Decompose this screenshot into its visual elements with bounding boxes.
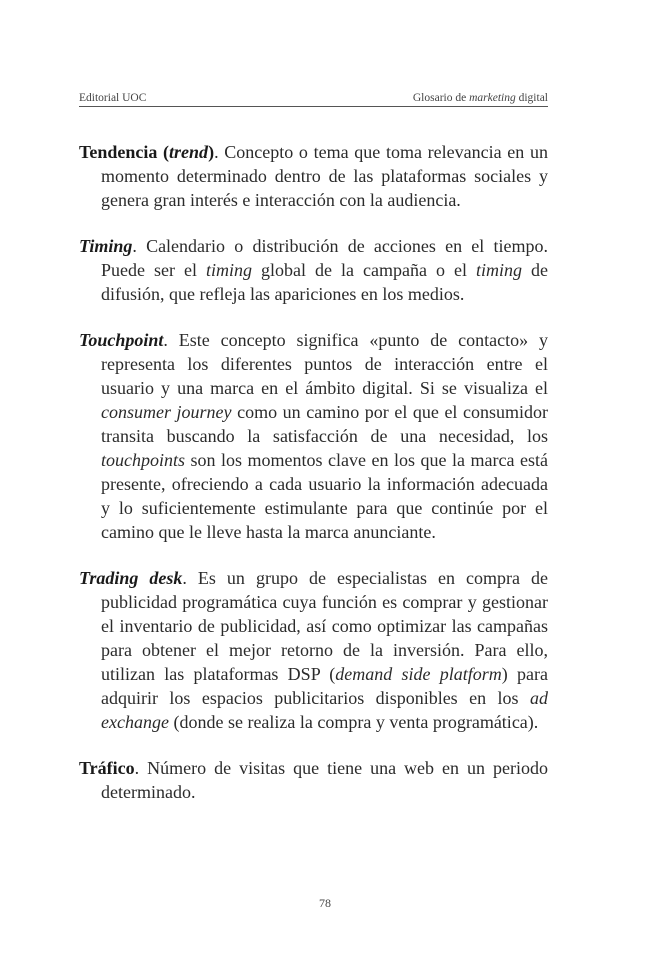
entry-text: . Número de visitas que tiene una web en un periodo determinado.	[101, 758, 548, 802]
entry-text: de difusión, que refleja las apariciones en los medios.	[101, 260, 548, 304]
entry-text: (donde se realiza la compra y venta programática).	[168, 712, 539, 732]
entry-term: trend	[169, 142, 209, 162]
header-publisher: Editorial UOC	[79, 92, 147, 104]
glossary-entries	[79, 140, 548, 826]
entry-text: . Calendario o distribución de acciones en el tiempo. Puede ser el	[101, 236, 548, 280]
entry-text: timing	[206, 260, 253, 280]
entry-text: . Concepto o tema que toma relevancia en un momento determinado dentro de las plataformas sociales y genera gran interés e interacción con la audiencia.	[101, 142, 548, 210]
entry-text: ) para adquirir los espacios publicitarios disponibles en los	[101, 664, 548, 708]
entry-term: Timing	[79, 236, 133, 256]
entry-text: timing	[475, 260, 522, 280]
entry-text: son los momentos clave en los que la marca está presente, ofreciendo a cada usuario la información adecuada y lo suficientemente estimulante para que continúe por el camino que le lleve hasta la marca anunciante.	[101, 450, 548, 542]
entry-text: consumer journey	[101, 402, 232, 422]
running-header	[79, 92, 548, 107]
entry-term: Trading desk	[79, 568, 183, 588]
entry-text: demand side platform	[335, 664, 502, 684]
entry-text: . Es un grupo de especialistas en compra de publicidad programática cuya función es comprar y gestionar el inventario de publicidad, así como optimizar las campañas para obtener el mejor retorno de la inversión. Para ello, utilizan las plataformas DSP (	[101, 568, 548, 684]
glossary-entry	[79, 328, 548, 544]
glossary-entry	[79, 140, 548, 212]
entry-term: Tráfico	[79, 758, 135, 778]
entry-term: )	[208, 142, 215, 162]
header-book-title: Glosario de marketing digital	[412, 92, 548, 104]
entry-term: Touchpoint	[79, 330, 164, 350]
glossary-entry	[79, 234, 548, 306]
entry-text: touchpoints	[101, 450, 185, 470]
glossary-entry	[79, 566, 548, 734]
entry-text: . Este concepto significa «punto de contacto» y representa los diferentes puntos de interacción entre el usuario y una marca en el ámbito digital. Si se visualiza el	[101, 330, 548, 398]
entry-term: Tendencia (	[79, 142, 170, 162]
entry-text: global de la campaña o el	[252, 260, 476, 280]
entry-text: ad exchange	[101, 688, 548, 732]
page-number: 78	[319, 896, 331, 910]
entry-text: como un camino por el que el consumidor transita buscando la satisfacción de una necesidad, los	[101, 402, 548, 446]
glossary-entry	[79, 756, 548, 804]
